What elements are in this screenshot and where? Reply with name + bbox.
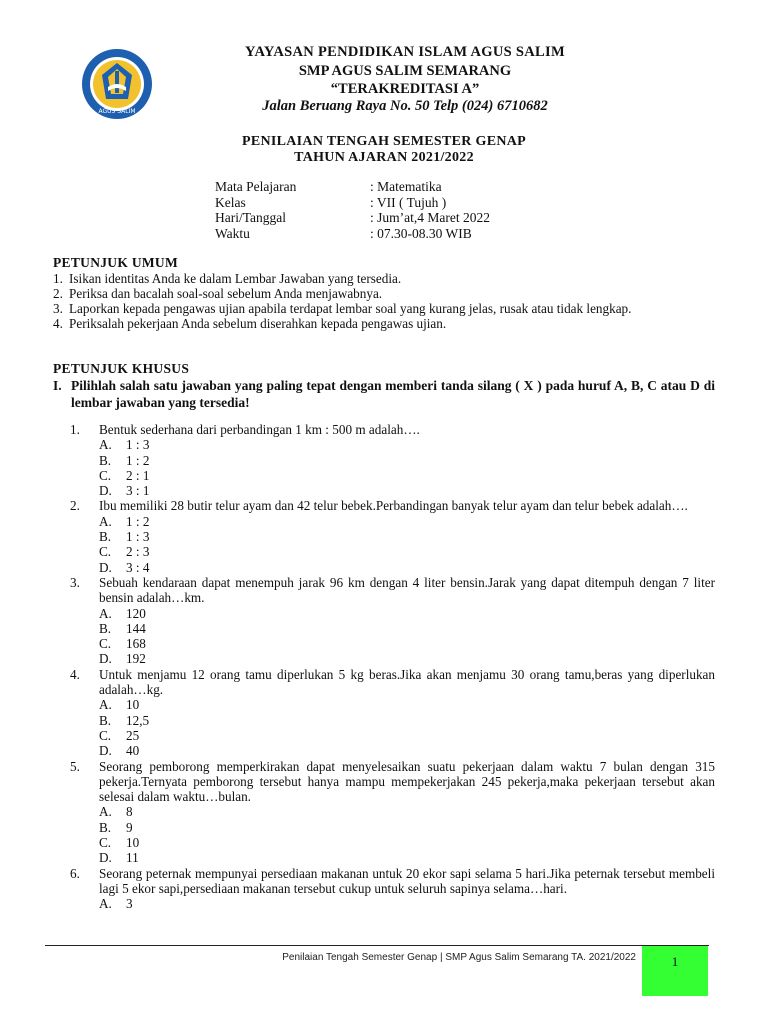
school-address: Jalan Beruang Raya No. 50 Telp (024) 6710682	[262, 98, 548, 114]
page-number-box	[642, 946, 708, 996]
option-letter: C.	[99, 835, 112, 851]
option-letter: A.	[99, 804, 112, 820]
option-letter: B.	[99, 712, 112, 728]
option-letter: D.	[99, 743, 112, 759]
question	[70, 759, 715, 866]
info-value: : VII ( Tujuh )	[370, 194, 447, 210]
item-number: 1.	[53, 271, 63, 286]
question-number: 6.	[70, 865, 80, 881]
answer-option	[99, 514, 715, 529]
option-text: 25	[126, 727, 140, 743]
option-letter: C.	[99, 636, 112, 652]
info-label: Waktu	[215, 225, 250, 241]
school-name: SMP AGUS SALIM SEMARANG	[298, 63, 512, 79]
info-value: : Matematika	[370, 179, 442, 194]
option-text: 120	[126, 605, 146, 621]
question	[70, 667, 715, 759]
question-text: Untuk menjamu 12 orang tamu diperlukan 5 kg beras.Jika akan menjamu 30 orang tamu,beras yang diperlukan adalah…kg.	[99, 666, 715, 698]
answer-option	[99, 850, 715, 865]
option-text: 10	[126, 697, 140, 713]
info-row	[215, 179, 490, 195]
option-letter: A.	[99, 896, 112, 912]
option-letter: B.	[99, 529, 112, 545]
page-number: 1	[671, 954, 679, 969]
question	[70, 575, 715, 667]
general-instructions-list	[53, 271, 715, 331]
exam-info	[215, 179, 490, 241]
option-text: 12,5	[126, 712, 150, 728]
info-value: : Jum’at,4 Maret 2022	[370, 210, 490, 225]
info-label: Hari/Tanggal	[215, 210, 287, 225]
item-text: Laporkan kepada pengawas ujian apabila terdapat lembar soal yang kurang jelas, rusak atau tidak lengkap.	[69, 301, 632, 316]
instruction-text: Pilihlah salah satu jawaban yang paling tepat dengan memberi tanda silang ( X ) pada huruf A, B, C atau D di lembar jawaban yang tersedia!	[71, 378, 715, 410]
option-letter: C.	[99, 467, 112, 483]
option-text: 192	[126, 651, 146, 667]
option-letter: C.	[99, 727, 112, 743]
option-letter: A.	[99, 437, 112, 453]
option-letter: D.	[99, 559, 112, 575]
option-text: 10	[126, 835, 140, 851]
instruction-number: I.	[53, 378, 62, 393]
question-text: Seorang pemborong memperkirakan dapat menyelesaikan suatu pekerjaan dalam waktu 7 bulan dengan 315 pekerja.Ternyata pemborong tersebut hanya mampu mempekerjakan 245 pekerja,maka pekerjaan tersebut akan selesai dalam waktu…bulan.	[99, 758, 715, 805]
list-item	[53, 316, 715, 331]
answer-option	[99, 896, 715, 911]
item-number: 3.	[53, 301, 63, 316]
item-number: 2.	[53, 286, 63, 301]
option-text: 9	[126, 819, 133, 835]
answer-option	[99, 560, 715, 575]
question-text: Ibu memiliki 28 butir telur ayam dan 42 telur bebek.Perbandingan banyak telur ayam dan telur bebek adalah….	[99, 498, 688, 514]
info-label: Mata Pelajaran	[215, 179, 297, 194]
answer-option	[99, 621, 715, 636]
option-letter: C.	[99, 544, 112, 560]
option-text: 1 : 2	[126, 452, 150, 468]
item-text: Periksa dan bacalah soal-soal sebelum Anda menjawabnya.	[69, 286, 383, 301]
info-row	[215, 210, 490, 226]
question	[70, 422, 715, 498]
answer-option	[99, 651, 715, 666]
answer-option	[99, 636, 715, 651]
question-text: Seorang peternak mempunyai persediaan makanan untuk 20 ekor sapi selama 5 hari.Jika peternak tersebut membeli lagi 5 ekor sapi,persediaan makanan tersebut cukup untuk seluruh sapinya selama…hari.	[99, 865, 715, 896]
option-text: 144	[126, 620, 146, 636]
answer-option	[99, 835, 715, 850]
footer-divider	[45, 945, 709, 946]
option-text: 40	[126, 743, 140, 759]
answer-option	[99, 713, 715, 728]
list-item	[53, 271, 715, 286]
exam-title: PENILAIAN TENGAH SEMESTER GENAP	[241, 134, 527, 149]
answer-option	[99, 743, 715, 758]
option-letter: B.	[99, 620, 112, 636]
question	[70, 498, 715, 574]
school-crest-icon	[80, 47, 154, 121]
option-letter: A.	[99, 697, 112, 713]
info-row	[215, 226, 490, 242]
option-letter: D.	[99, 651, 112, 667]
specific-instruction	[53, 377, 715, 411]
exam-year: TAHUN AJARAN 2021/2022	[294, 150, 474, 165]
answer-option	[99, 468, 715, 483]
answer-option	[99, 529, 715, 544]
option-text: 1 : 3	[126, 529, 150, 545]
answer-option	[99, 544, 715, 559]
option-text: 1 : 2	[126, 513, 150, 529]
option-text: 2 : 1	[126, 467, 150, 483]
question-list	[70, 422, 715, 912]
list-item	[53, 301, 715, 316]
question-number: 1.	[70, 422, 80, 437]
answer-option	[99, 804, 715, 819]
question-text: Sebuah kendaraan dapat menempuh jarak 96 km dengan 4 liter bensin.Jarak yang dapat ditempuh dengan 7 liter bensin adalah…km.	[99, 574, 715, 606]
option-letter: B.	[99, 819, 112, 835]
answer-option	[99, 483, 715, 498]
option-text: 1 : 3	[126, 437, 150, 453]
question-number: 3.	[70, 574, 80, 590]
option-text: 3 : 4	[126, 559, 150, 575]
info-row	[215, 195, 490, 211]
item-number: 4.	[53, 316, 63, 331]
option-text: 8	[126, 804, 133, 820]
option-letter: B.	[99, 452, 112, 468]
specific-instructions-heading: PETUNJUK KHUSUS	[53, 361, 190, 376]
option-text: 168	[126, 636, 146, 652]
option-letter: A.	[99, 605, 112, 621]
option-text: 2 : 3	[126, 544, 150, 560]
item-text: Isikan identitas Anda ke dalam Lembar Jawaban yang tersedia.	[69, 271, 402, 286]
question	[70, 866, 715, 912]
list-item	[53, 286, 715, 301]
info-label: Kelas	[215, 194, 246, 210]
option-text: 11	[126, 850, 139, 866]
foundation-name: YAYASAN PENDIDIKAN ISLAM AGUS SALIM	[245, 44, 565, 60]
question-number: 4.	[70, 666, 80, 682]
accreditation: “TERAKREDITASI A”	[330, 81, 480, 97]
option-letter: D.	[99, 483, 112, 499]
footer-text: Penilaian Tengah Semester Genap | SMP Agus Salim Semarang TA. 2021/2022	[282, 952, 636, 963]
option-text: 3 : 1	[126, 483, 150, 499]
question-number: 2.	[70, 498, 80, 514]
question-number: 5.	[70, 758, 80, 774]
answer-option	[99, 606, 715, 621]
answer-option	[99, 728, 715, 743]
answer-option	[99, 437, 715, 452]
item-text: Periksalah pekerjaan Anda sebelum diserahkan kepada pengawas ujian.	[69, 316, 447, 331]
option-letter: D.	[99, 850, 112, 866]
answer-option	[99, 697, 715, 712]
info-value: : 07.30-08.30 WIB	[370, 225, 472, 241]
answer-option	[99, 820, 715, 835]
option-letter: A.	[99, 513, 112, 529]
option-text: 3	[126, 896, 133, 912]
logo-text: AGUS SALIM	[98, 108, 136, 115]
question-text: Bentuk sederhana dari perbandingan 1 km : 500 m adalah….	[99, 422, 420, 437]
general-instructions-heading: PETUNJUK UMUM	[53, 255, 179, 270]
answer-option	[99, 453, 715, 468]
